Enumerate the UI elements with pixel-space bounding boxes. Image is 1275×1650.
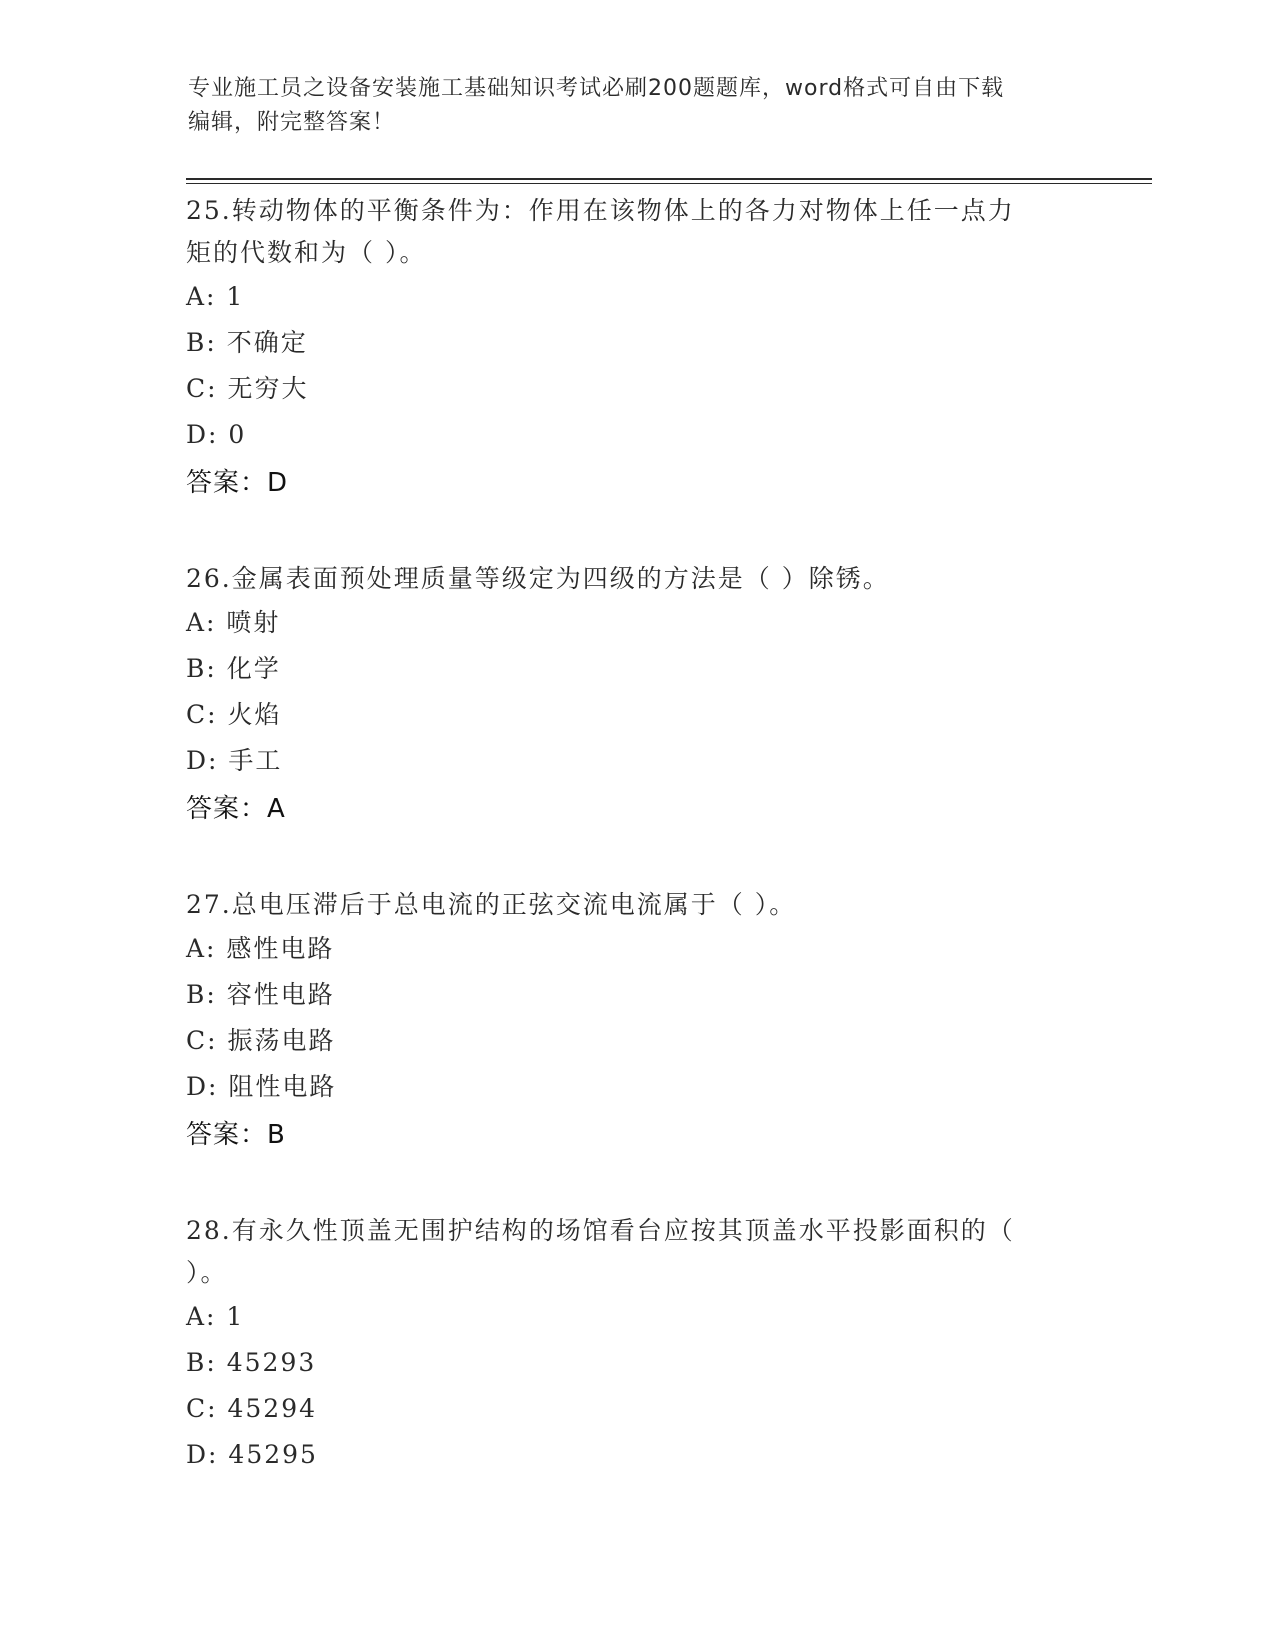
option-c: C: 振荡电路 xyxy=(186,1026,336,1055)
question-list xyxy=(186,190,1086,1528)
answer: 答案：A xyxy=(186,794,286,824)
question-27 xyxy=(186,884,1086,1160)
header-line-2: 编辑，附完整答案！ xyxy=(188,110,396,135)
question-stem: 25.转动物体的平衡条件为：作用在该物体上的各力对物体上任一点力 xyxy=(186,196,1015,225)
question-26 xyxy=(186,558,1086,834)
option-c: C: 45294 xyxy=(186,1394,318,1423)
question-stem: 28.有永久性顶盖无围护结构的场馆看台应按其顶盖水平投影面积的（ xyxy=(186,1216,1015,1245)
option-d: D: 手工 xyxy=(186,746,283,775)
option-d: D: 0 xyxy=(186,420,247,449)
option-b: B: 容性电路 xyxy=(186,980,335,1009)
option-c: C: 无穷大 xyxy=(186,374,309,403)
question-28 xyxy=(186,1210,1086,1478)
option-b: B: 45293 xyxy=(186,1348,317,1377)
option-a: A: 喷射 xyxy=(186,608,281,637)
option-a: A: 感性电路 xyxy=(186,934,335,963)
question-stem-continued: ）。 xyxy=(186,1258,228,1287)
header-divider-thin xyxy=(186,183,1152,184)
option-c: C: 火焰 xyxy=(186,700,282,729)
option-a: A: 1 xyxy=(186,282,245,311)
header-divider xyxy=(186,178,1152,180)
answer: 答案：D xyxy=(186,468,289,498)
question-stem: 26.金属表面预处理质量等级定为四级的方法是（ ）除锈。 xyxy=(186,564,890,593)
option-d: D: 阻性电路 xyxy=(186,1072,337,1101)
option-b: B: 不确定 xyxy=(186,328,308,357)
option-a: A: 1 xyxy=(186,1302,245,1331)
option-b: B: 化学 xyxy=(186,654,281,683)
answer: 答案：B xyxy=(186,1120,286,1150)
option-d: D: 45295 xyxy=(186,1440,318,1469)
header-line-1: 专业施工员之设备安装施工基础知识考试必刷200题题库，word格式可自由下载 xyxy=(188,76,1005,101)
question-stem-continued: 矩的代数和为（ ）。 xyxy=(186,238,427,267)
question-25 xyxy=(186,190,1086,508)
question-stem: 27.总电压滞后于总电流的正弦交流电流属于（ ）。 xyxy=(186,890,797,919)
document-header xyxy=(188,72,1068,140)
